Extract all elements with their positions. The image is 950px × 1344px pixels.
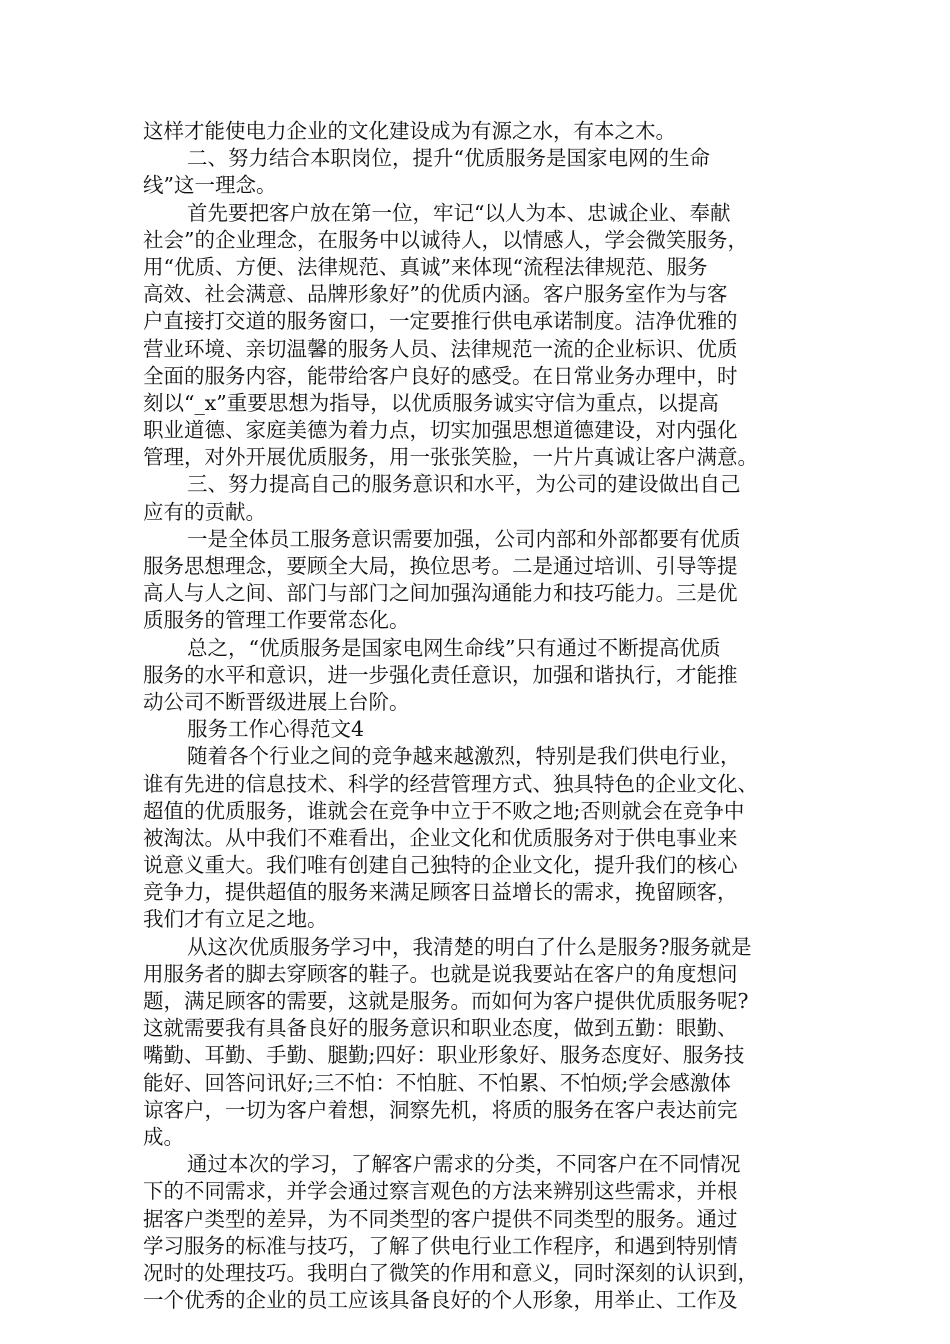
text-line: 户直接打交道的服务窗口，一定要推行供电承诺制度。洁净优雅的	[143, 309, 738, 334]
text-line: 管理，对外开展优质服务，用一张张笑脸，一片片真诚让客户满意。	[143, 445, 758, 470]
text-line: 社会”的企业理念，在服务中以诚待人，以情感人，学会微笑服务，	[143, 227, 748, 252]
text-line: 刻以“_x”重要思想为指导，以优质服务诚实守信为重点，以提高	[143, 390, 719, 415]
text-line: 用服务者的脚去穿顾客的鞋子。也就是说我要站在客户的角度想问	[143, 961, 738, 986]
text-line: 竞争力，提供超值的服务来满足顾客日益增长的需求，挽留顾客，	[143, 880, 738, 905]
text-line: 据客户类型的差异，为不同类型的客户提供不同类型的服务。通过	[143, 1206, 738, 1231]
text-line: 说意义重大。我们唯有创建自己独特的企业文化，提升我们的核心	[143, 853, 738, 878]
text-line: 全面的服务内容，能带给客户良好的感受。在日常业务办理中，时	[143, 363, 738, 388]
text-line: 我们才有立足之地。	[143, 907, 328, 932]
text-line: 一个优秀的企业的员工应该具备良好的个人形象，用举止、工作及	[143, 1288, 738, 1313]
text-line: 这就需要我有具备良好的服务意识和职业态度，做到五勤：眼勤、	[143, 1016, 738, 1041]
text-line: 营业环境、亲切温馨的服务人员、法律规范一流的企业标识、优质	[143, 336, 738, 361]
text-line: 高人与人之间、部门与部门之间加强沟通能力和技巧能力。三是优	[143, 581, 738, 606]
text-line: 这样才能使电力企业的文化建设成为有源之水，有本之木。	[143, 119, 676, 143]
text-line: 况时的处理技巧。我明白了微笑的作用和意义，同时深刻的认识到，	[143, 1260, 758, 1285]
text-line: 一是全体员工服务意识需要加强，公司内部和外部都要有优质	[187, 526, 741, 551]
text-line: 总之，“优质服务是国家电网生命线”只有通过不断提高优质	[187, 635, 721, 660]
document-body	[143, 118, 813, 1314]
text-line: 谅客户，一切为客户着想，洞察先机，将质的服务在客户表达前完	[143, 1097, 738, 1122]
text-line: 动公司不断晋级进展上台阶。	[143, 689, 410, 714]
text-line: 嘴勤、耳勤、手勤、腿勤;四好：职业形象好、服务态度好、服务技	[143, 1043, 745, 1068]
text-line: 超值的优质服务，谁就会在竞争中立于不败之地;否则就会在竞争中	[143, 798, 745, 823]
text-line: 被淘汰。从中我们不难看出，企业文化和优质服务对于供电事业来	[143, 825, 738, 850]
text-line: 谁有先进的信息技术、科学的经营管理方式、独具特色的企业文化、	[143, 771, 758, 796]
text-line: 服务工作心得范文4	[187, 717, 365, 742]
text-line: 用“优质、方便、法律规范、真诚”来体现“流程法律规范、服务	[143, 254, 708, 279]
text-line: 二、努力结合本职岗位，提升“优质服务是国家电网的生命	[187, 146, 710, 171]
text-line: 职业道德、家庭美德为着力点，切实加强思想道德建设，对内强化	[143, 418, 738, 443]
text-line: 能好、回答问讯好;三不怕：不怕脏、不怕累、不怕烦;学会感激体	[143, 1070, 731, 1095]
text-line: 首先要把客户放在第一位，牢记“以人为本、忠诚企业、奉献	[187, 200, 731, 225]
text-line: 题，满足顾客的需要，这就是服务。而如何为客户提供优质服务呢?	[143, 989, 749, 1013]
text-line: 服务思想理念，要顾全大局，换位思考。二是通过培训、引导等提	[143, 554, 738, 578]
text-line: 下的不同需求，并学会通过察言观色的方法来辨别这些需求，并根	[143, 1179, 738, 1204]
text-line: 应有的贡献。	[143, 499, 266, 524]
text-line: 通过本次的学习，了解客户需求的分类，不同客户在不同情况	[187, 1152, 741, 1177]
text-line: 成。	[143, 1124, 184, 1149]
text-line: 从这次优质服务学习中，我清楚的明白了什么是服务?服务就是	[187, 934, 752, 959]
text-line: 服务的水平和意识，进一步强化责任意识，加强和谐执行，才能推	[143, 662, 738, 687]
text-line: 高效、社会满意、品牌形象好”的优质内涵。客户服务室作为与客	[143, 282, 728, 307]
text-line: 线”这一理念。	[143, 173, 277, 198]
text-line: 质服务的管理工作要常态化。	[143, 608, 410, 633]
text-line: 三、努力提高自己的服务意识和水平，为公司的建设做出自己	[187, 472, 741, 497]
text-line: 随着各个行业之间的竞争越来越激烈，特别是我们供电行业，	[187, 744, 741, 769]
text-line: 学习服务的标准与技巧，了解了供电行业工作程序，和遇到特别情	[143, 1233, 738, 1258]
